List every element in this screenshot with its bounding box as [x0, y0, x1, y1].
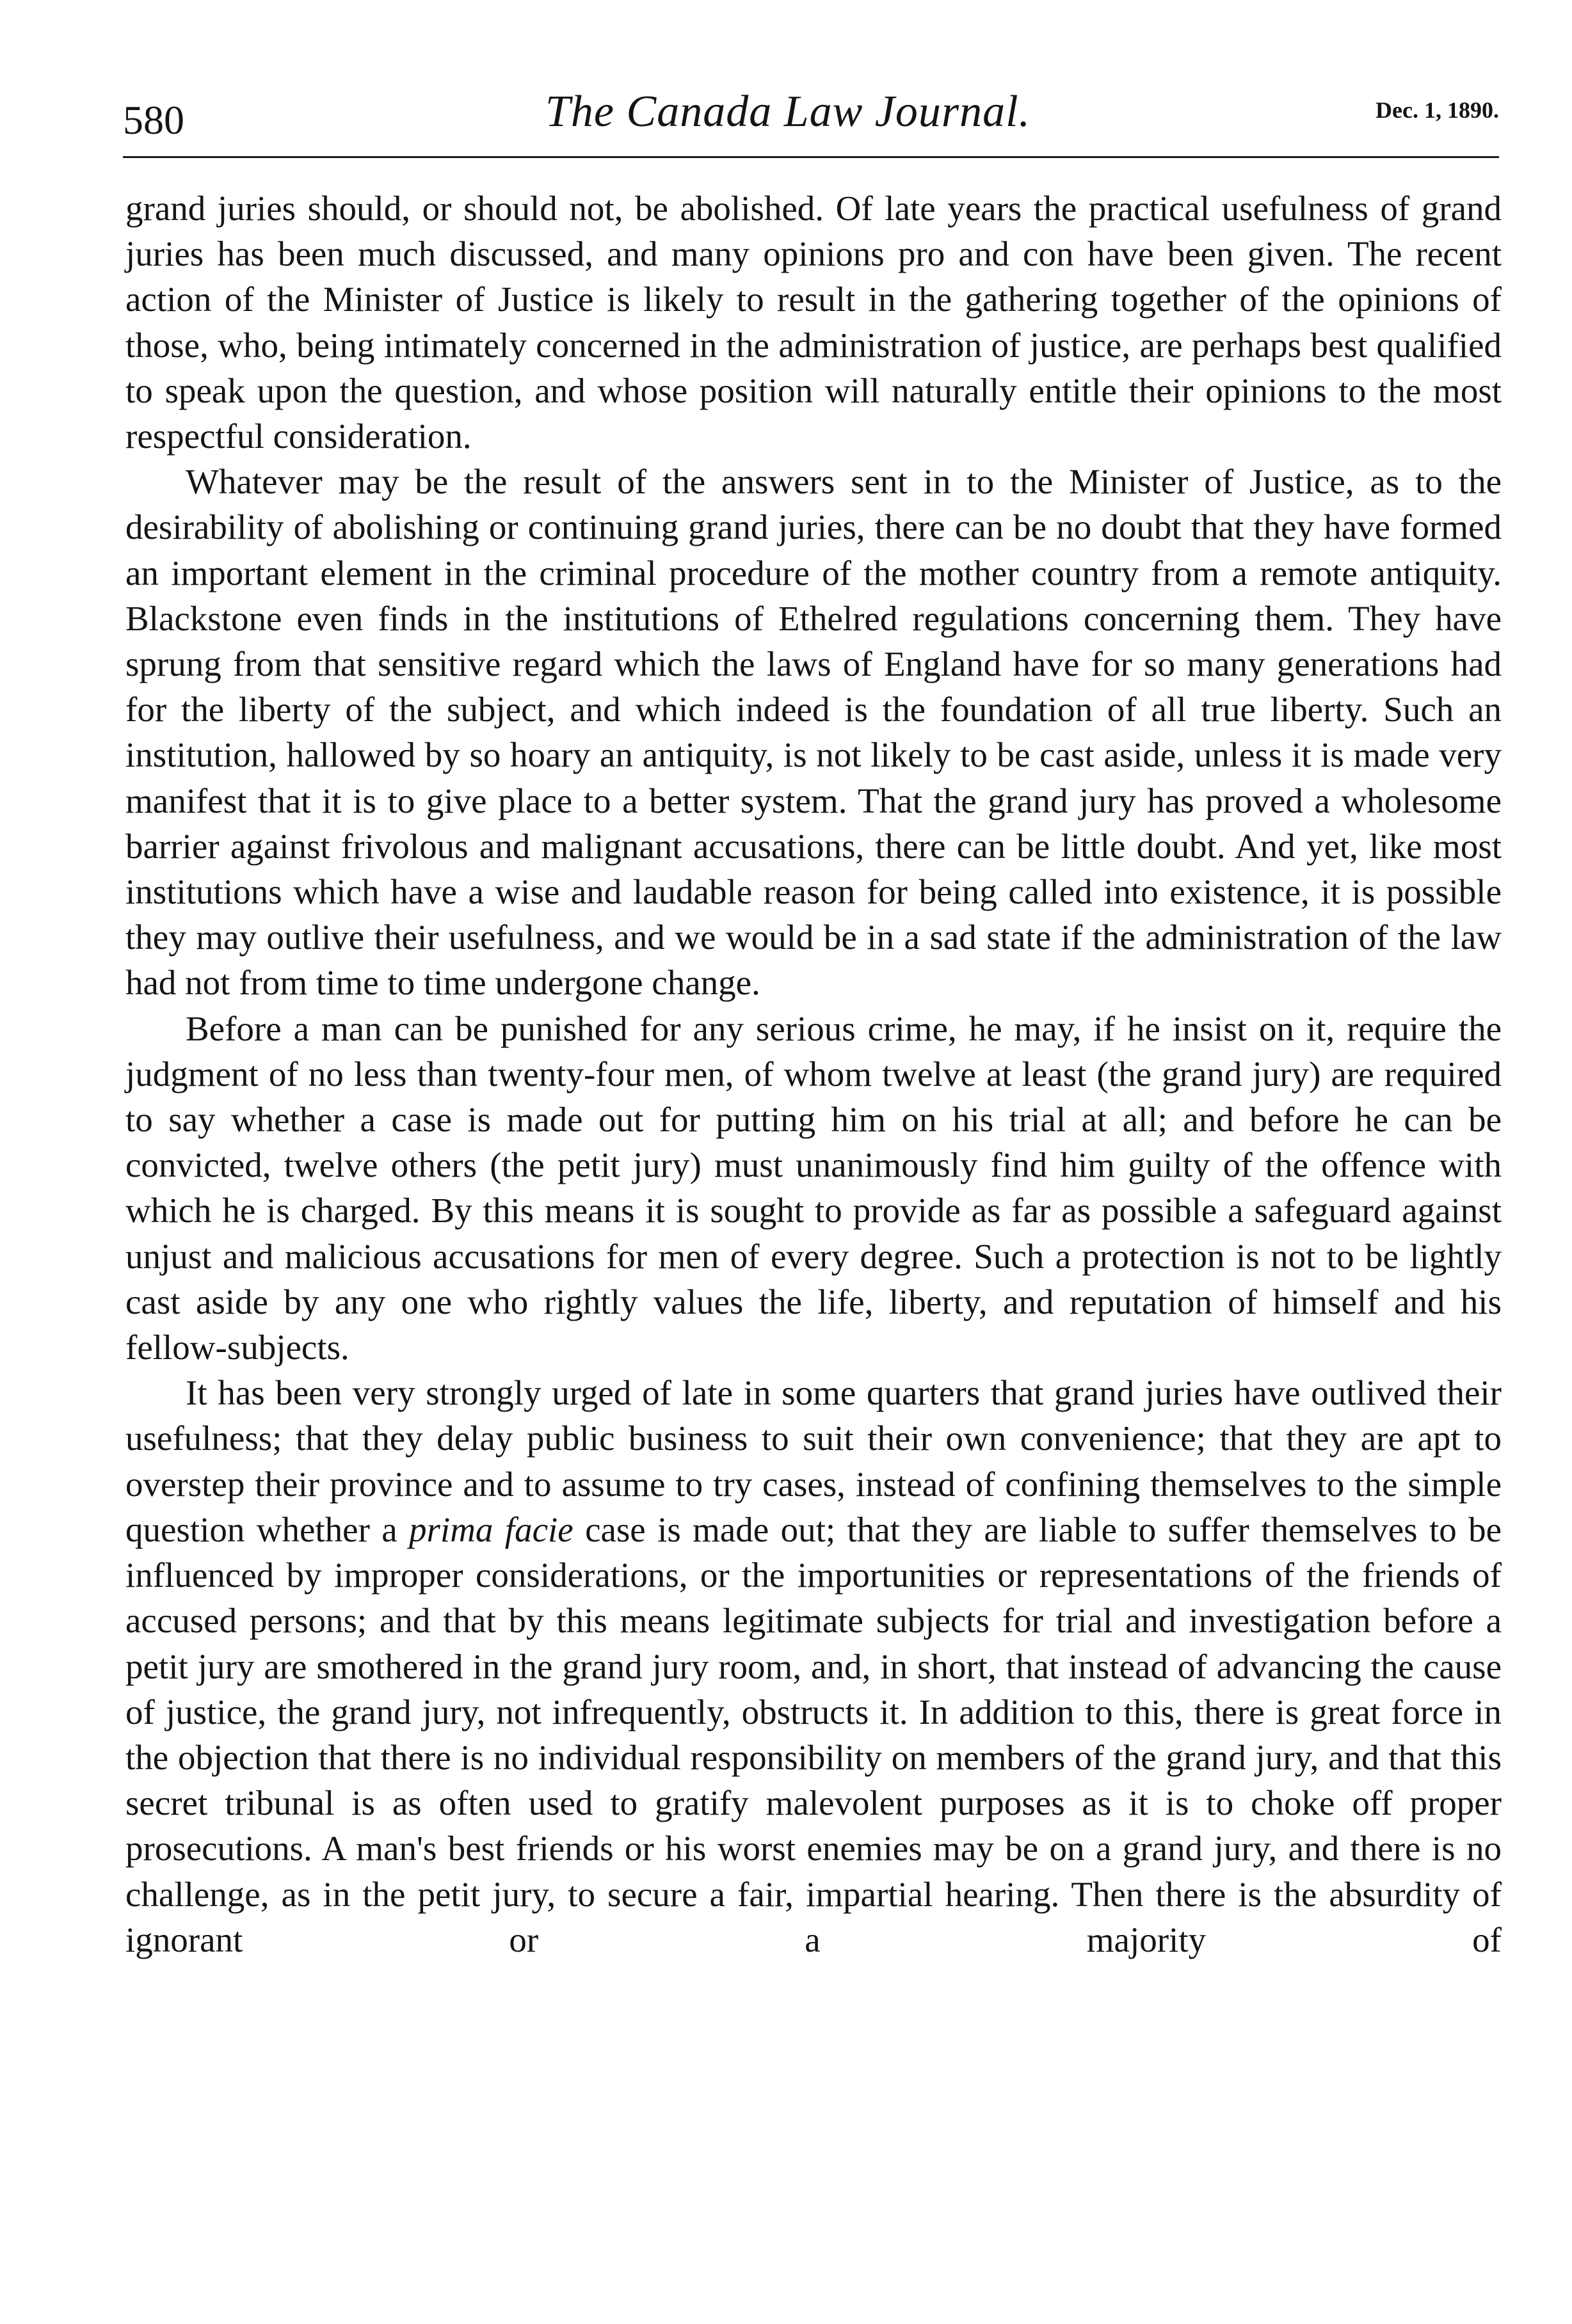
paragraph-3: Before a man can be punished for any serious crime, he may, if he insist on it, require the judgment of no less than twenty-four men, of whom twelve at least (the grand jury) are required to say whether a case is made out for putting him on his trial at all; and before he can be convicted, twelve others (the petit jury) must unanimously find him guilty of the offence with which he is charged. By this means it is sought to provide as far as possible a safeguard against unjust and malicious accusations for men of every degree. Such a protection is not to be lightly cast aside by any one who rightly values the life, liberty, and reputation of himself and his fellow-subjects. — [125, 1008, 1502, 1367]
paragraph-4-text-a: It has been very strongly urged of late in some quarters that grand juries have outlived their usefulness; that they delay public business to suit their own convenience; that they are apt to overstep their province and to assume to try cases, instead of confining themselves to the simple question whether a — [125, 1373, 1502, 1549]
paragraph-1: grand juries should, or should not, be abolished. Of late years the practical usefulness of grand juries has been much discussed, and many opinions pro and con have been given. The recent action of the Minister of Justice is likely to result in the gathering together of the opinions of those, who, being intimately concerned in the administration of justice, are perhaps best qualified to speak upon the question, and whose position will naturally entitle their opinions to the most respectful consideration. — [125, 189, 1502, 456]
header-rule — [123, 156, 1499, 158]
latin-phrase: prima facie — [409, 1509, 573, 1549]
paragraph-2: Whatever may be the result of the answers sent in to the Minister of Justice, as to the desirability of abolishing or continuing grand juries, there can be no doubt that they have formed an important element in the criminal procedure of the mother country from a remote antiquity. Blackstone even finds in the institutions of Ethelred regulations concerning them. They have sprung from that sensitive regard which the laws of England have for so many generations had for the liberty of the subject, and which indeed is the foundation of all true liberty. Such an institution, hallowed by so hoary an antiquity, is not likely to be cast aside, unless it is made very manifest that it is to give place to a better system. That the grand jury has proved a wholesome barrier against frivolous and malignant accusations, there can be little doubt. And yet, like most institutions which have a wise and laudable reason for being called into existence, it is possible they may outlive their usefulness, and we would be in a sad state if the administration of the law had not from time to time undergone change. — [125, 462, 1502, 1003]
article-body — [125, 186, 1502, 1962]
page-header — [123, 77, 1505, 147]
paragraph-4 — [125, 1370, 1502, 1962]
issue-date: Dec. 1, 1890. — [1376, 97, 1499, 123]
page-number: 580 — [123, 97, 184, 143]
paragraph-4-text-b: case is made out; that they are liable to suffer themselves to be influenced by improper considerations, or the importunities or representations of the friends of accused persons; and that by this means legitimate subjects for trial and investigation before a petit jury are smothered in the grand jury room, and, in short, that instead of advancing the cause of justice, the grand jury, not infrequently, obstructs it. In addition to this, there is great force in the objection that there is no individual responsibility on members of the grand jury, and that this secret tribunal is as often used to gratify malevolent purposes as it is to choke off proper prosecutions. A man's best friends or his worst enemies may be on a grand jury, and there is no challenge, as in the petit jury, to secure a fair, impartial hearing. Then there is the absurdity of ignorant or a majority of — [125, 1509, 1502, 1959]
journal-title: The Canada Law Journal. — [545, 87, 1031, 136]
